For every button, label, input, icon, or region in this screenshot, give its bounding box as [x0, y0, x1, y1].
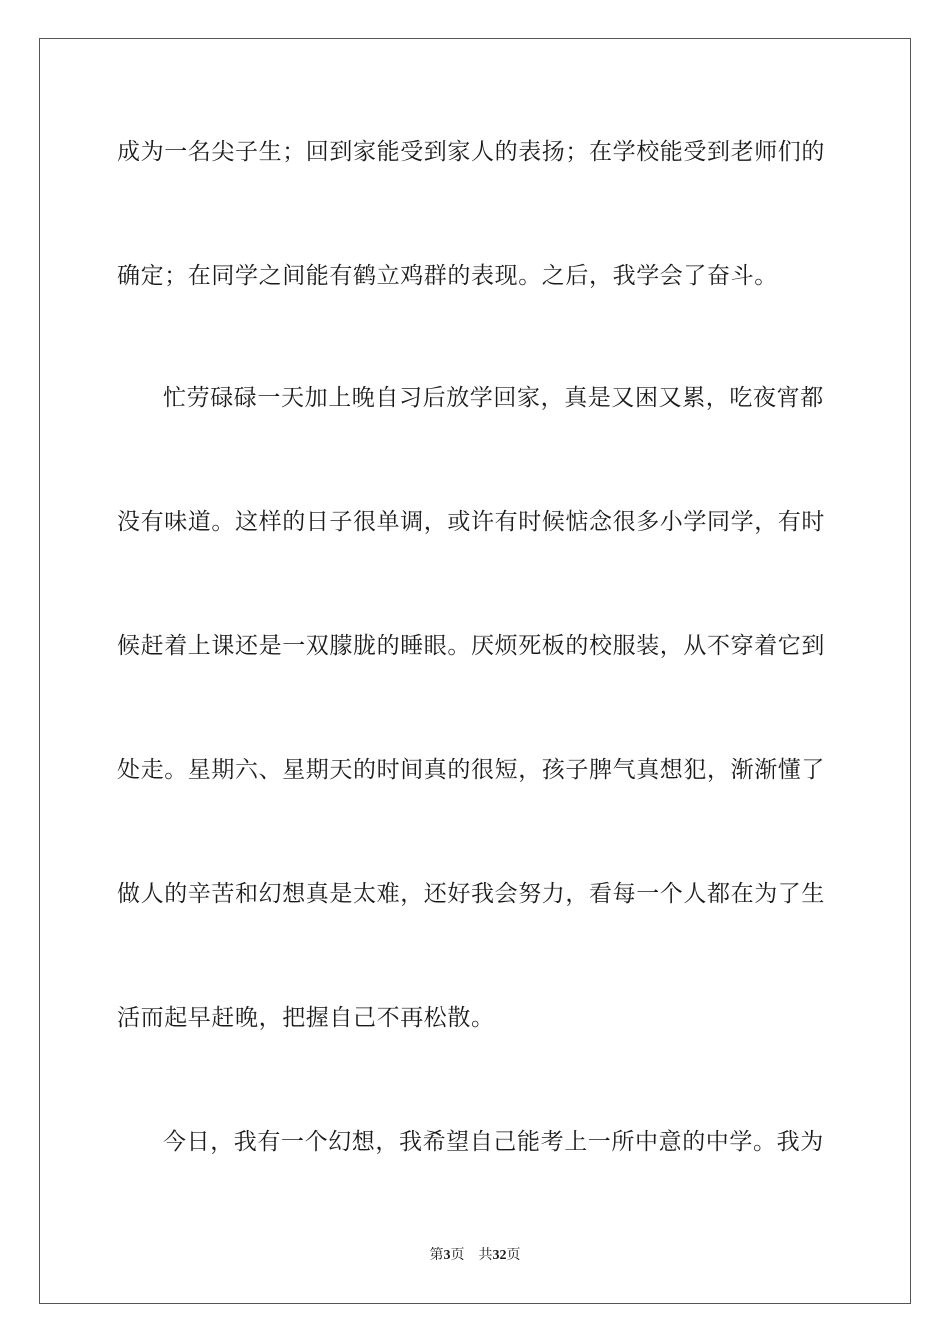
body-text-line: 做人的辛苦和幻想真是太难，还好我会努力，看每一个人都在为了生 [117, 881, 825, 907]
page-border [39, 38, 911, 1304]
body-text-line: 确定；在同学之间能有鹤立鸡群的表现。之后，我学会了奋斗。 [117, 263, 778, 289]
body-text-line: 活而起早赶晚，把握自己不再松散。 [117, 1005, 495, 1031]
body-text-line: 处走。星期六、星期天的时间真的很短，孩子脾气真想犯，渐渐懂了 [117, 757, 825, 783]
body-text-line: 成为一名尖子生；回到家能受到家人的表扬；在学校能受到老师们的 [117, 139, 825, 165]
page-footer [0, 1246, 950, 1265]
page-number-label: 第3页 [429, 1247, 465, 1263]
body-text-line: 没有味道。这样的日子很单调，或许有时候惦念很多小学同学，有时 [117, 509, 825, 535]
paragraph-first-line: 忙劳碌碌一天加上晚自习后放学回家，真是又困又累，吃夜宵都 [163, 385, 824, 411]
total-pages-label: 共32页 [478, 1247, 521, 1263]
body-text-line: 候赶着上课还是一双朦胧的睡眼。厌烦死板的校服装，从不穿着它到 [117, 633, 825, 659]
paragraph-first-line: 今日，我有一个幻想，我希望自己能考上一所中意的中学。我为 [163, 1129, 824, 1155]
